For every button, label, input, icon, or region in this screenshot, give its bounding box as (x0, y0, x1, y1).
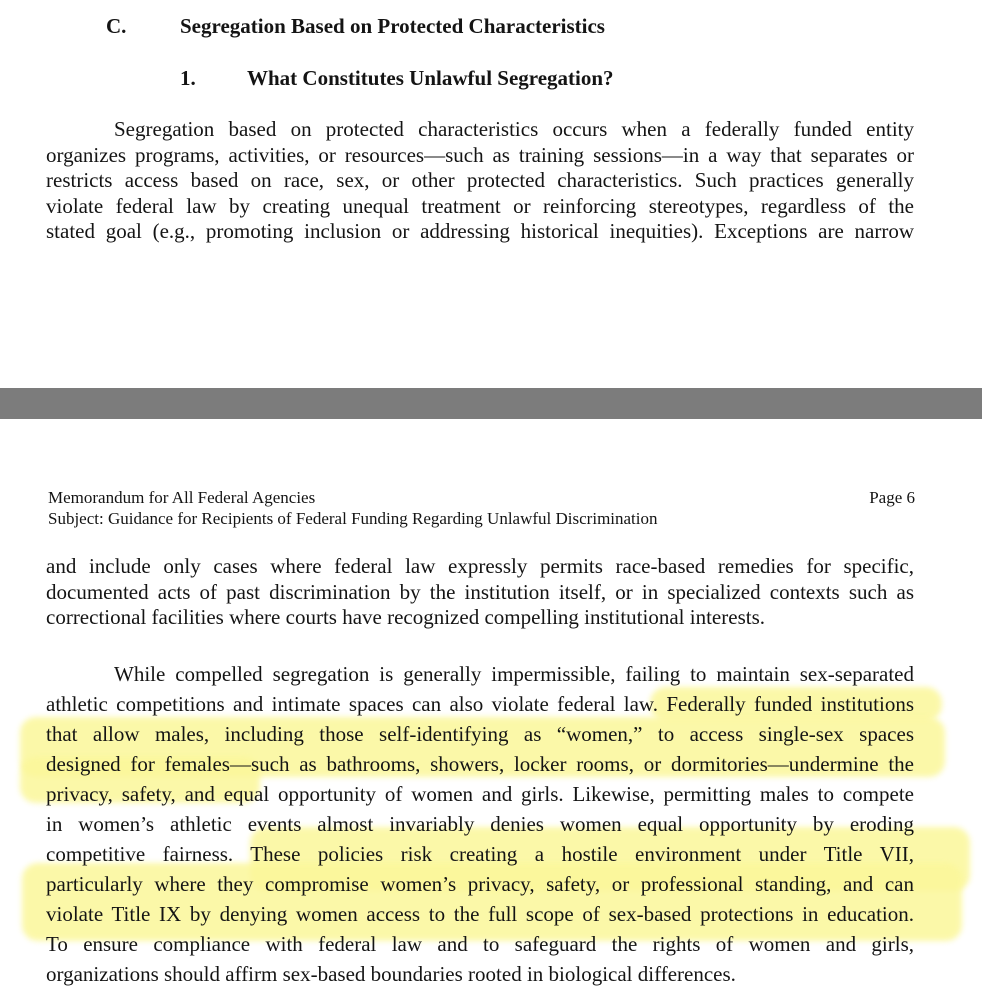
paragraph-line: stated goal (e.g., promoting inclusion or addressing historical inequities). Exceptions are narrow (46, 219, 914, 243)
paragraph-line: competitive fairness. These policies risk creating a hostile environment under Title VII, (46, 842, 914, 866)
paragraph-line: Segregation based on protected characteristics occurs when a federally funded entity (114, 117, 914, 141)
paragraph-line: and include only cases where federal law expressly permits race-based remedies for specific, (46, 554, 914, 578)
paragraph-line: privacy, safety, and equal opportunity of women and girls. Likewise, permitting males to compete (46, 782, 914, 806)
paragraph-line: documented acts of past discrimination by the institution itself, or in specialized contexts such as (46, 579, 914, 604)
page-number: Page 6 (869, 488, 915, 507)
paragraph-segregation-definition (46, 117, 914, 245)
page-divider (0, 388, 982, 419)
paragraph-line: correctional facilities where courts have recognized compelling institutional interests. (46, 605, 765, 629)
memo-header-subject: Subject: Guidance for Recipients of Federal Funding Regarding Unlawful Discrimination (48, 509, 658, 528)
subsection-number: 1. (180, 66, 196, 90)
section-letter: C. (106, 14, 127, 38)
paragraph-line: designed for females—such as bathrooms, showers, locker rooms, or dormitories—undermine the (46, 752, 914, 776)
paragraph-sex-separated-spaces (46, 659, 914, 989)
paragraph-line: While compelled segregation is generally impermissible, failing to maintain sex-separated (114, 662, 914, 686)
document-page-bottom (0, 419, 982, 1000)
section-title: Segregation Based on Protected Characteristics (180, 14, 605, 38)
paragraph-line: that allow males, including those self-identifying as “women,” to access single-sex spaces (46, 722, 914, 746)
paragraph-line: restricts access based on race, sex, or other protected characteristics. Such practices generally (46, 168, 914, 192)
document-page-top (0, 0, 982, 388)
paragraph-exceptions-continued (46, 554, 914, 631)
paragraph-line: organizations should affirm sex-based boundaries rooted in biological differences. (46, 962, 736, 986)
paragraph-line: violate federal law by creating unequal treatment or reinforcing stereotypes, regardless of the (46, 193, 914, 218)
paragraph-line: particularly where they compromise women’s privacy, safety, or professional standing, and can (46, 872, 914, 896)
paragraph-line: To ensure compliance with federal law and to safeguard the rights of women and girls, (46, 932, 914, 956)
paragraph-line: violate Title IX by denying women access to the full scope of sex-based protections in education. (46, 902, 914, 926)
paragraph-line: athletic competitions and intimate spaces can also violate federal law. Federally funded institutions (46, 692, 914, 716)
subsection-title: What Constitutes Unlawful Segregation? (247, 66, 614, 90)
paragraph-line: organizes programs, activities, or resources—such as training sessions—in a way that separates or (46, 142, 914, 167)
paragraph-line: in women’s athletic events almost invariably denies women equal opportunity by eroding (46, 812, 914, 836)
memo-header-title: Memorandum for All Federal Agencies (48, 488, 316, 507)
